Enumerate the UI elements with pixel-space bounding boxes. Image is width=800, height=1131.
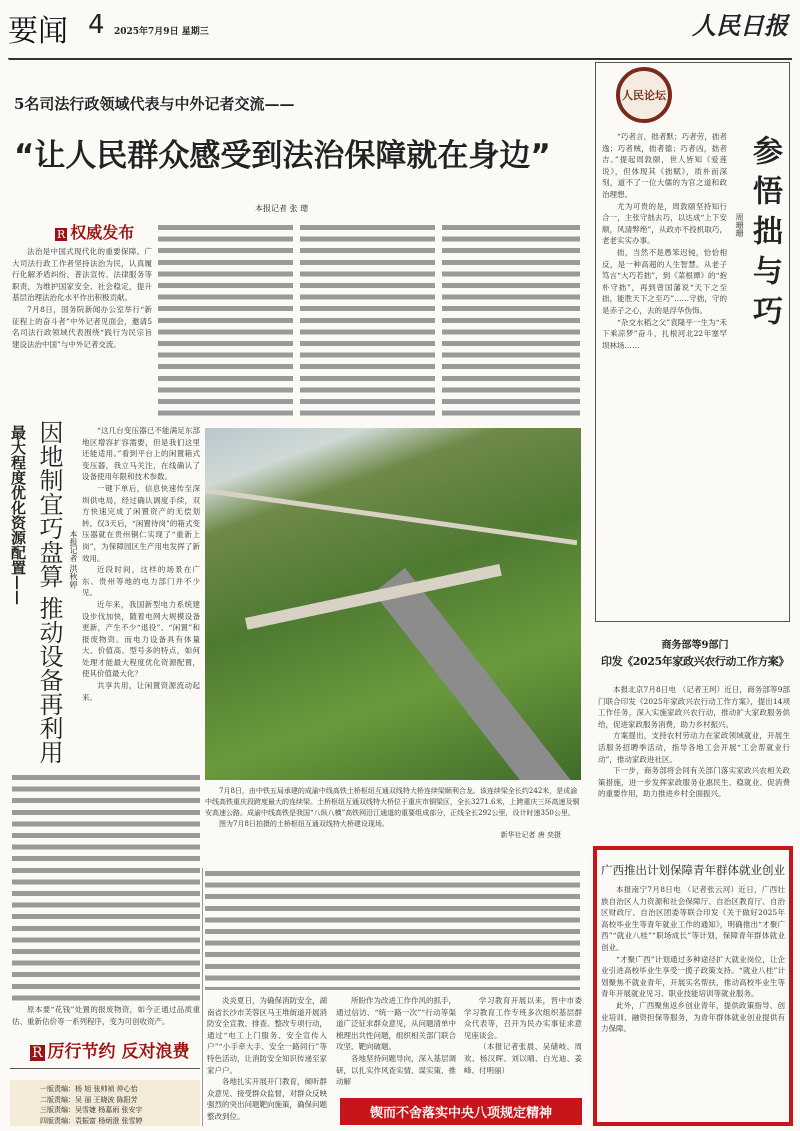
divider	[202, 868, 203, 1126]
slogan-text: 厉行节约 反对浪费	[47, 1042, 190, 1062]
issue-date: 2025年7月9日 星期三	[114, 27, 209, 37]
second-title-b: 推动设备再利用	[35, 596, 63, 764]
forum-logo: 人民论坛	[616, 67, 672, 123]
bottom-column-b	[336, 995, 456, 1093]
paragraph: 此外，广西聚焦返乡创业青年，提供政策指导、创业培训、融资担保等服务，为青年群体就业创业提供有力保障。	[601, 1000, 785, 1034]
photo-credit: 新华社记者 唐 奕摄	[500, 831, 561, 839]
paragraph: “这几台变压器已不能满足东部地区增容扩容需要，但是我们这里还能适用。”看到平台上的闲置箱式变压器，我立马关注，在线确认了设备使用年限和技术参数。	[82, 426, 200, 482]
second-column-2	[12, 772, 200, 1002]
paragraph: 各地扎实开展开门教育，倾听群众意见、接受群众监督，对群众反映强烈的突出问题靶向施策，确保问题整改到位。	[207, 1077, 327, 1121]
paragraph: 7月8日，国务院新闻办公室举行“新征程上的奋斗者”中外记者见面会，邀请5名司法行政领域代表围绕“践行为民宗旨 建设法治中国”与中外记者交流。	[12, 304, 152, 349]
r-badge-icon: R	[57, 228, 66, 241]
editor-line: 一版责编：杨 旭 张帅祯 仲心怡	[40, 1085, 138, 1093]
editor-line: 三版责编：吴雪婕 杨嘉雨 张安宇	[40, 1106, 143, 1114]
guangxi-body	[597, 884, 789, 1114]
commerce-body	[598, 684, 790, 840]
forum-column	[595, 62, 790, 622]
second-closing	[12, 1004, 200, 1034]
lead-column-2	[158, 222, 293, 418]
header-divider	[8, 58, 792, 60]
editor-line: 四版责编：袁振富 杨炳澄 张雪婷	[40, 1116, 143, 1125]
paragraph: 法治是中国式现代化的重要保障。广大司法行政工作者坚持法治为民，认真履行化解矛盾纠纷、普法宣传、法律服务等职责，为维护国家安全、社会稳定，提升基层治理法治化水平作出积极贡献。	[12, 247, 152, 303]
discipline-banner: 锲而不舍落实中央八项规定精神	[340, 1098, 582, 1125]
paragraph: 方案提出，支持农村劳动力在家政领域就业，开展生活服务招聘季活动，指导各地工会开展“工会帮就业行动”，推动家政进社区。	[598, 731, 790, 764]
caption-text: 7月8日，由中铁五局承建的成渝中线高铁土桥枢纽互通双线特大桥连续梁顺利合龙。该连续梁全长约242米，是成渝中线高铁重庆段跨度最大的连续梁。土桥枢纽互通双线特大桥位于重庆市铜梁区，全长3271.6米，上跨重庆三环高速及铜安高速公路。成渝中线高铁是我国“八纵八横”高铁网沿江通道的重要组成部分，正线全长292公里，设计时速350公里。	[205, 787, 580, 817]
lead-headline: “让人民群众感受到法治保障就在身边”	[14, 138, 551, 174]
paragraph: 共享共用，让闲置资源流动起来。	[82, 681, 200, 702]
paragraph: “杂交水稻之父”袁隆平一生为“禾下乘凉梦”奋斗，扎根河北22年塞罕坝林场……	[602, 317, 727, 350]
second-title-a: 因地制宜巧盘算	[35, 420, 63, 588]
paragraph: 各地坚持问题导向，深入基层调研，以扎实作风查实情、谋实策、推动解	[336, 1053, 456, 1087]
forum-author: 周珊珊	[735, 213, 744, 237]
commerce-headline: 印发《2025年家政兴农行动工作方案》	[600, 655, 789, 668]
paragraph: 炎炎夏日，为确保消防安全，湖南省长沙市芙蓉区马王堆街道开展消防安全宣教、排查、整改专项行动，通过“电工上门服务、安全宣传入户”“小手牵大手、安全一路同行”等特色活动，让消防安全知识传递至家家户户。	[207, 996, 327, 1075]
second-column-1	[82, 425, 200, 725]
paragraph: “巧者言，拙者默；巧者劳，拙者逸；巧者贼，拙者德；巧者凶，拙者吉。”提起周敦颐，世人皆知《爱莲说》，但体现其《拙赋》，质朴而深刻，道不了一位大儒的为官之道和政治理想。	[602, 132, 727, 199]
forum-body	[602, 131, 727, 615]
paragraph: 本报南宁7月8日电 （记者张云河）近日，广西壮族自治区人力资源和社会保障厅、自治区教育厅、自治区财政厅、自治区团委等联合印发《关于做好2025年高校毕业生等青年就业工作的通知》，明确推出“才聚广西”“就业八桂”“职场成长”等计划，保障青年群体就业创业。	[601, 885, 785, 952]
guangxi-article-box	[593, 846, 793, 1126]
lead-kicker: 5名司法行政领域代表与中外记者交流——	[14, 95, 295, 113]
second-subtitle: 最大程度优化资源配置——	[9, 425, 27, 605]
paragraph: 本报北京7月8日电 （记者王珂）近日，商务部等9部门联合印发《2025年家政兴农行动工作方案》，提出14项工作任务，深入实施家政兴农行动，推动扩大家政服务供给，促进家政服务消费，助力乡村振兴。	[598, 685, 790, 729]
bottom-column-c	[464, 995, 582, 1093]
paragraph: “才聚广西”计划通过多种途径扩大就业岗位，让企业引进高校毕业生享受一揽子政策支持。“就业八桂”计划聚焦不就业青年，开展实名帮扶，推动高校毕业生等青年开展就业见习、职业技能培训等就业服务。	[601, 954, 785, 999]
paragraph: 下一步，商务部将会同有关部门落实家政兴农相关政策措施，进一步发挥家政服务业惠民生、稳就业、促消费的重要作用，助力推进乡村全面振兴。	[598, 766, 790, 799]
paragraph: 近年来，我国新型电力系统建设步伐加快，随着电网大规模设备更新，产生不少“退役”、“闲置”和报废物资。而电力设备具有体量大、价值高、型号多的特点，如何处理才能最大程度优化资源配置，使其价值最大化？	[82, 599, 200, 679]
r-badge-icon: R	[32, 1045, 43, 1061]
paragraph: 尤为可贵的是，周敦颐坚持知行合一，主张守拙去巧，以达成“上下安顺，风清弊绝”，从政亦不投机取巧，老老实实办事。	[602, 201, 727, 246]
bridge-construction-photo	[205, 428, 581, 780]
newspaper-logo: 人民日报	[692, 11, 788, 40]
photo-caption	[205, 786, 581, 841]
editor-line: 二版责编：吴 丽 王晓波 陈阳芳	[40, 1095, 138, 1104]
lead-byline: 本报记者 张 璁	[255, 204, 309, 213]
second-byline: 本报记者 洪秋婷	[69, 530, 78, 589]
commerce-kicker: 商务部等9部门	[661, 640, 729, 651]
lead-column-1	[12, 246, 152, 418]
divider	[10, 1068, 200, 1069]
paragraph: 学习教育开展以来，晋中市委学习教育工作专班多次组织基层群众代表等，召开为民办实事征求意见座谈会。	[464, 996, 582, 1040]
page-number: 4	[88, 10, 105, 40]
reporters-credit: （本报记者张晨、吴储岐、周欢、杨汉晖、刘以晴、白光迪、姜峰、付明丽）	[464, 1042, 582, 1075]
paragraph: 近段时间，这样的场景在广东、贵州等地的电力部门并不少见。	[82, 565, 200, 598]
slogan-heading	[30, 1037, 189, 1062]
section-heading-authority	[55, 220, 134, 243]
caption-text: 图为7月8日拍摄的土桥枢纽互通双线特大桥建设现场。	[219, 820, 389, 828]
lead-column-4	[442, 222, 580, 418]
lead-column-3	[300, 222, 435, 418]
bottom-column-a	[207, 995, 327, 1126]
guangxi-headline: 广西推出计划保障青年群体就业创业	[601, 863, 785, 877]
paragraph: 所盼作为改进工作作风的抓手，通过信访、“统一路一次”“行动等渠道广泛征求群众意见，从问题清单中梳理出共性问题，组织相关部门联合攻坚、靶向破题。	[336, 996, 456, 1052]
paragraph: 一键下单后，信息快速传至深圳供电局，经过确认调度手续，双方快速完成了闲置资产的无偿划转。仅3天后，“闲置待岗”的箱式变压器就在贵州铜仁实现了“重新上岗”，为保障园区生产用电发挥了新效用。	[82, 483, 200, 563]
editors-box	[10, 1080, 200, 1126]
paragraph: 拙，当然不是愚笨迟钝，恰恰相反，是一种高超的人生智慧。从老子笃言“大巧若拙”，到《菜根谭》的“抱朴守拙”，再到曾国藩说“天下之至拙，能胜天下之至巧”……守拙，守的是赤子之心，去的是浮华伪饰。	[602, 247, 727, 315]
section-name: 要闻	[8, 14, 68, 49]
section-heading-label: 权威发布	[70, 223, 135, 242]
forum-title: 参悟拙与巧	[747, 135, 782, 335]
bottom-lines	[205, 868, 580, 990]
paragraph: 原本要“花钱”处置的报废物资，如今正通过品质重估、重新估价等一系列程序，变为可创收资产。	[12, 1005, 200, 1026]
